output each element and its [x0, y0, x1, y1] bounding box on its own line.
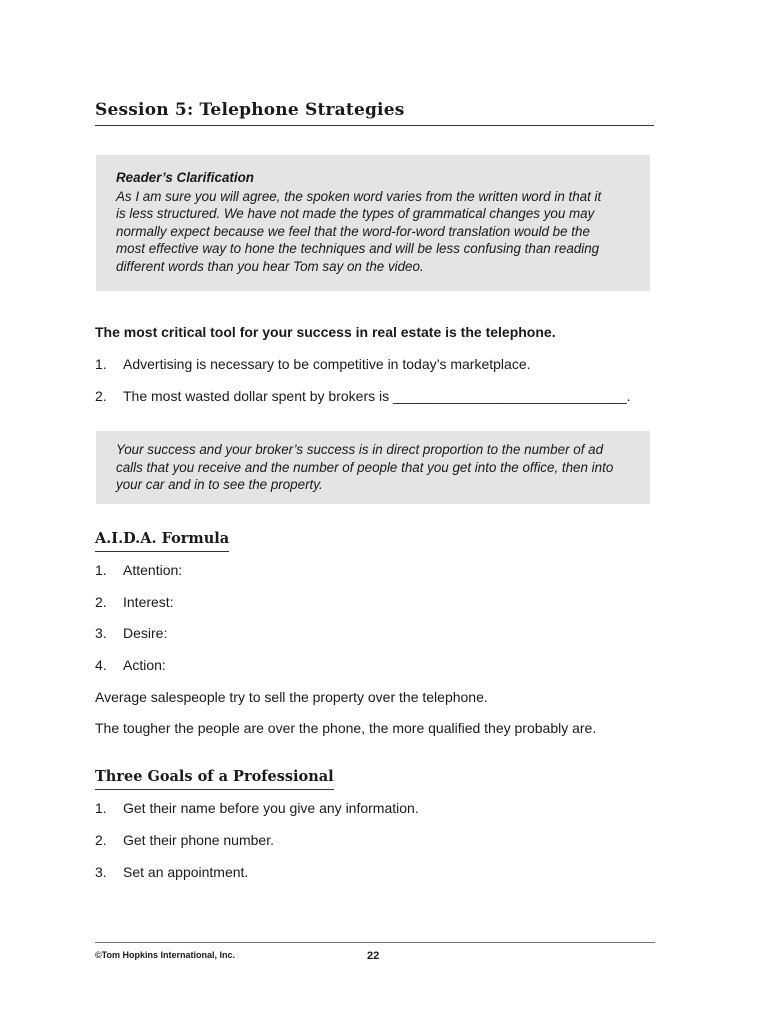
list-text: Attention: — [123, 562, 183, 578]
paragraph: Average salespeople try to sell the property over the telephone. — [95, 689, 488, 705]
footer-copyright: ©Tom Hopkins International, Inc. — [95, 950, 235, 960]
intro-statement: The most critical tool for your success in real estate is the telephone. — [95, 324, 556, 340]
list-number: 3. — [95, 625, 107, 641]
footer-divider — [95, 942, 655, 943]
list-item — [95, 657, 166, 673]
clarification-line: different words than you hear Tom say on the video. — [116, 258, 424, 274]
list-number: 1. — [95, 800, 107, 816]
list-number: 2. — [95, 388, 107, 404]
list-item — [95, 388, 630, 404]
list-text: Set an appointment. — [123, 864, 249, 880]
list-text: Interest: — [123, 594, 174, 610]
clarification-title: Reader’s Clarification — [116, 170, 254, 185]
readers-clarification-box — [96, 155, 650, 291]
note-line: calls that you receive and the number of people that you get into the office, then into — [116, 459, 614, 475]
list-text: Get their name before you give any information. — [123, 800, 419, 816]
clarification-line: most effective way to hone the techniques and will be less confusing than reading — [116, 241, 600, 256]
note-line: Your success and your broker’s success is in direct proportion to the number of ad — [116, 442, 604, 457]
list-item — [95, 864, 248, 880]
list-item — [95, 832, 274, 848]
clarification-line: is less structured. We have not made the types of grammatical changes you may — [116, 206, 595, 221]
list-number: 4. — [95, 657, 107, 673]
section-heading-goals: Three Goals of a Professional — [95, 768, 334, 790]
list-text: Get their phone number. — [123, 832, 274, 848]
list-text: Desire: — [123, 625, 168, 641]
section-heading-aida: A.I.D.A. Formula — [95, 530, 229, 552]
list-item — [95, 562, 182, 578]
note-line: your car and in to see the property. — [116, 477, 323, 492]
title-divider — [95, 125, 654, 126]
paragraph: The tougher the people are over the phone, the more qualified they probably are. — [95, 720, 597, 736]
list-text: The most wasted dollar spent by brokers is ______________________________. — [123, 388, 631, 404]
list-number: 1. — [95, 562, 107, 578]
list-text: Advertising is necessary to be competitive in today’s marketplace. — [123, 356, 531, 372]
list-item — [95, 594, 174, 610]
list-item — [95, 800, 419, 816]
note-box — [96, 431, 650, 504]
list-item — [95, 625, 167, 641]
page-number: 22 — [367, 950, 380, 962]
list-number: 2. — [95, 832, 107, 848]
clarification-line: normally expect because we feel that the word-for-word translation would be the — [116, 223, 590, 239]
list-item — [95, 356, 531, 372]
list-number: 2. — [95, 594, 107, 610]
list-text: Action: — [123, 657, 166, 673]
page-title: Session 5: Telephone Strategies — [95, 100, 405, 120]
list-number: 3. — [95, 864, 107, 880]
clarification-line: As I am sure you will agree, the spoken word varies from the written word in that it — [116, 188, 602, 204]
list-number: 1. — [95, 356, 107, 372]
